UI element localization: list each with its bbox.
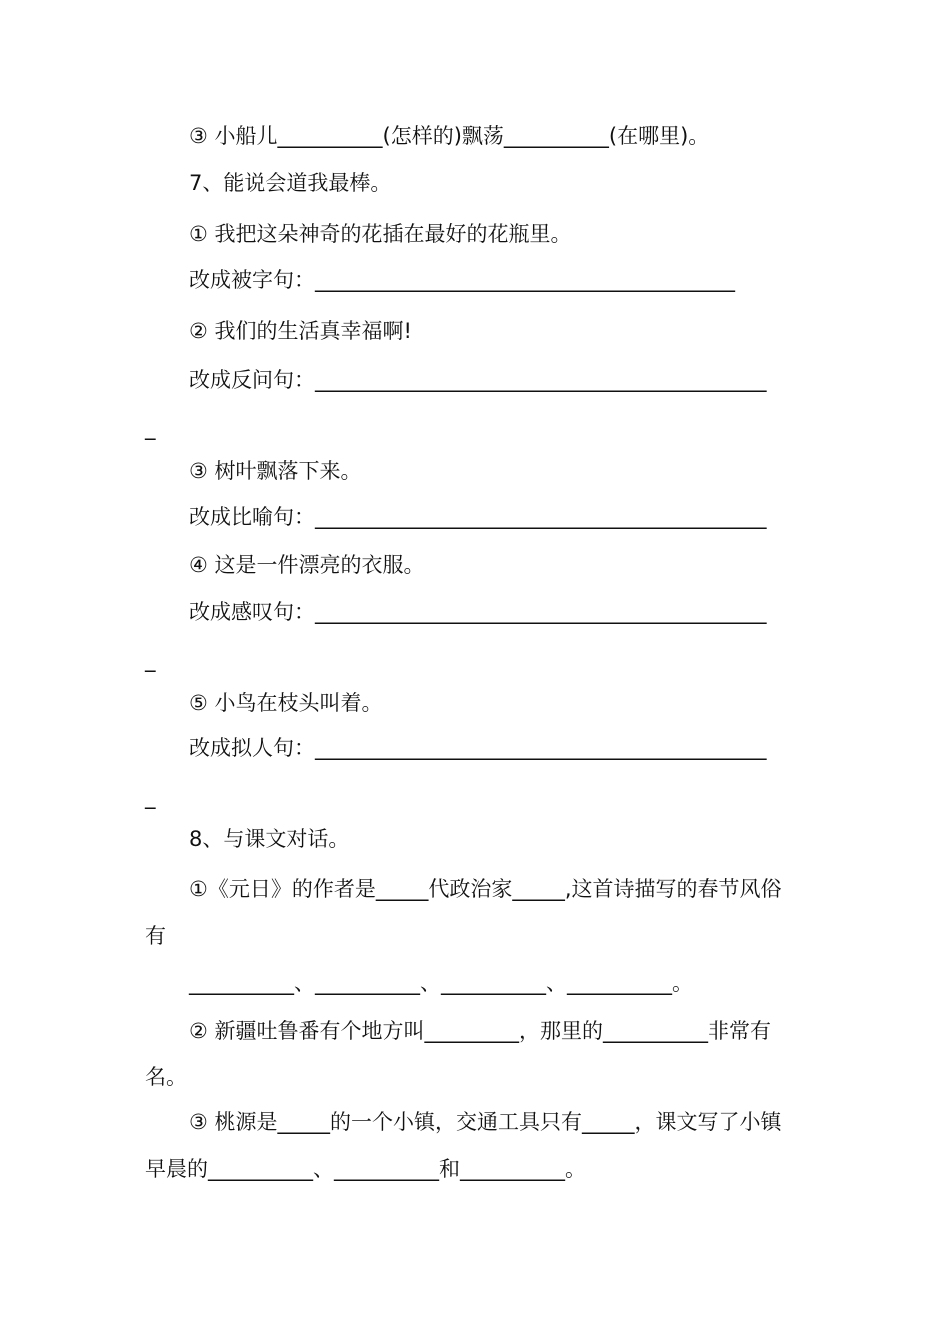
answer-line: 改成反问句：___________________________________________ — [189, 368, 767, 392]
answer-line-overflow: _ — [145, 416, 156, 440]
text-line: ② 新疆吐鲁番有个地方叫_________，那里的__________非常有 — [189, 1019, 771, 1043]
text-line: ⑤ 小鸟在枝头叫着。 — [189, 691, 383, 715]
text-line: ④ 这是一件漂亮的衣服。 — [189, 553, 425, 577]
answer-line-overflow: _ — [145, 648, 156, 672]
answer-line: 改成拟人句：___________________________________________ — [189, 736, 767, 760]
text-line: ① 我把这朵神奇的花插在最好的花瓶里。 — [189, 222, 572, 246]
text-line: ② 我们的生活真幸福啊! — [189, 319, 412, 343]
answer-line: 改成感叹句：___________________________________________ — [189, 600, 767, 624]
section-heading: 7、能说会道我最棒。 — [189, 171, 392, 195]
text-line: ③ 树叶飘落下来。 — [189, 459, 362, 483]
text-line: ①《元日》的作者是_____代政治家_____,这首诗描写的春节风俗 — [189, 877, 782, 901]
text-line: 有 — [145, 924, 166, 948]
answer-line-overflow: _ — [145, 785, 156, 809]
answer-line: 改成被字句：________________________________________ — [189, 268, 735, 292]
answer-line: 改成比喻句：___________________________________________ — [189, 505, 767, 529]
text-line: 早晨的__________、__________和__________。 — [145, 1157, 586, 1181]
text-line: ③ 桃源是_____的一个小镇，交通工具只有_____，课文写了小镇 — [189, 1110, 782, 1134]
text-line: ③ 小船儿__________(怎样的)飘荡__________(在哪里)。 — [189, 124, 710, 148]
text-line: 名。 — [145, 1065, 187, 1089]
fill-blank-line: __________、__________、__________、__________。 — [189, 971, 693, 995]
section-heading: 8、与课文对话。 — [189, 827, 350, 851]
